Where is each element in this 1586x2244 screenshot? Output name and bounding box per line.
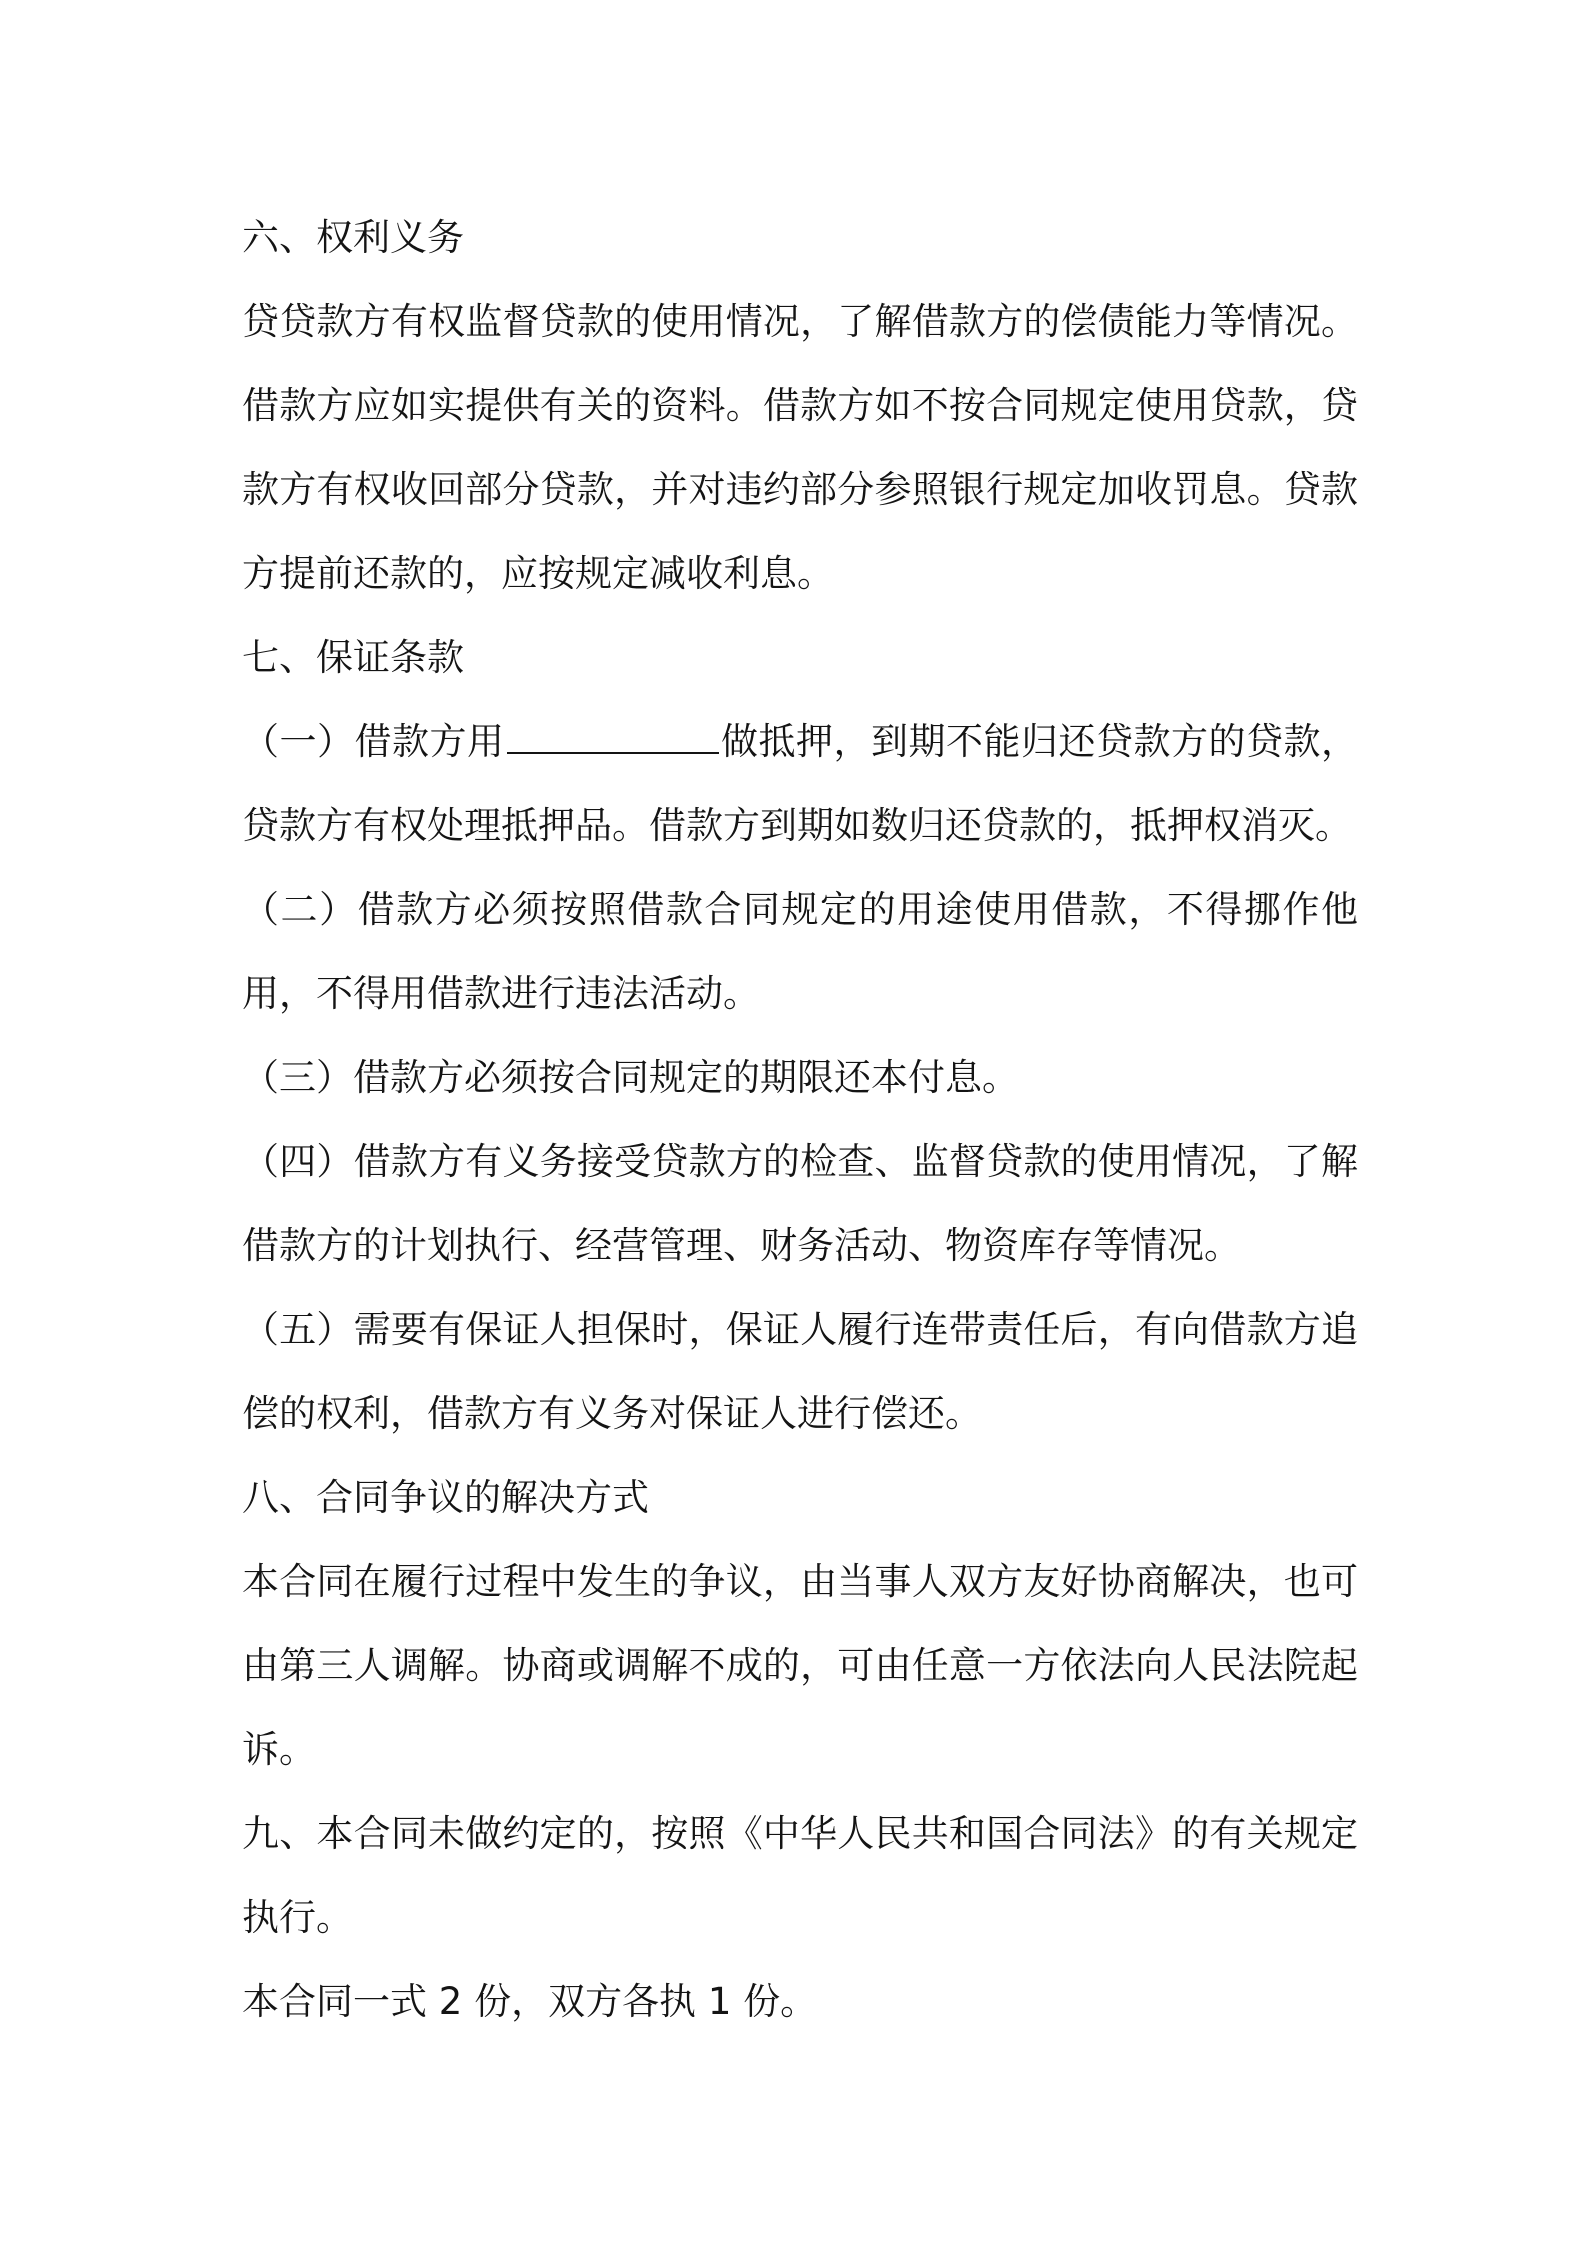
collateral-blank-line bbox=[507, 712, 719, 754]
clause-collateral-after: 做抵押，到期不能归还贷款方的贷款，贷款方有权处理抵押品。借款方到期如数归还贷款的，抵押权消灭。 bbox=[242, 720, 1358, 847]
clause-loan-usage: （二）借款方必须按照借款合同规定的用途使用借款，不得挪作他用，不得用借款进行违法活动。 bbox=[242, 888, 1358, 1015]
clause-collateral bbox=[242, 700, 1358, 868]
paragraph-dispute-resolution: 本合同在履行过程中发生的争议，由当事人双方友好协商解决，也可由第三人调解。协商或调解不成的，可由任意一方依法向人民法院起诉。 bbox=[242, 1560, 1358, 1771]
paragraph-contract-law: 九、本合同未做约定的，按照《中华人民共和国合同法》的有关规定执行。 bbox=[242, 1812, 1358, 1939]
document-body bbox=[242, 196, 1358, 2044]
paragraph-lender-rights: 贷贷款方有权监督贷款的使用情况，了解借款方的偿债能力等情况。借款方应如实提供有关的资料。借款方如不按合同规定使用贷款，贷款方有权收回部分贷款，并对违约部分参照银行规定加收罚息。贷款方提前还款的，应按规定减收利息。 bbox=[242, 300, 1358, 595]
clause-guarantor: （五）需要有保证人担保时，保证人履行连带责任后，有向借款方追偿的权利，借款方有义务对保证人进行偿还。 bbox=[242, 1308, 1358, 1435]
section-heading-guarantee-terms: 七、保证条款 bbox=[242, 636, 464, 679]
paragraph-copies: 本合同一式 2 份，双方各执 1 份。 bbox=[242, 1980, 818, 2023]
section-heading-rights-obligations: 六、权利义务 bbox=[242, 216, 464, 259]
clause-repayment: （三）借款方必须按合同规定的期限还本付息。 bbox=[242, 1056, 1019, 1099]
clause-collateral-before: （一）借款方用 bbox=[242, 720, 505, 763]
clause-inspection: （四）借款方有义务接受贷款方的检查、监督贷款的使用情况，了解借款方的计划执行、经营管理、财务活动、物资库存等情况。 bbox=[242, 1140, 1358, 1267]
section-heading-dispute-resolution: 八、合同争议的解决方式 bbox=[242, 1476, 649, 1519]
